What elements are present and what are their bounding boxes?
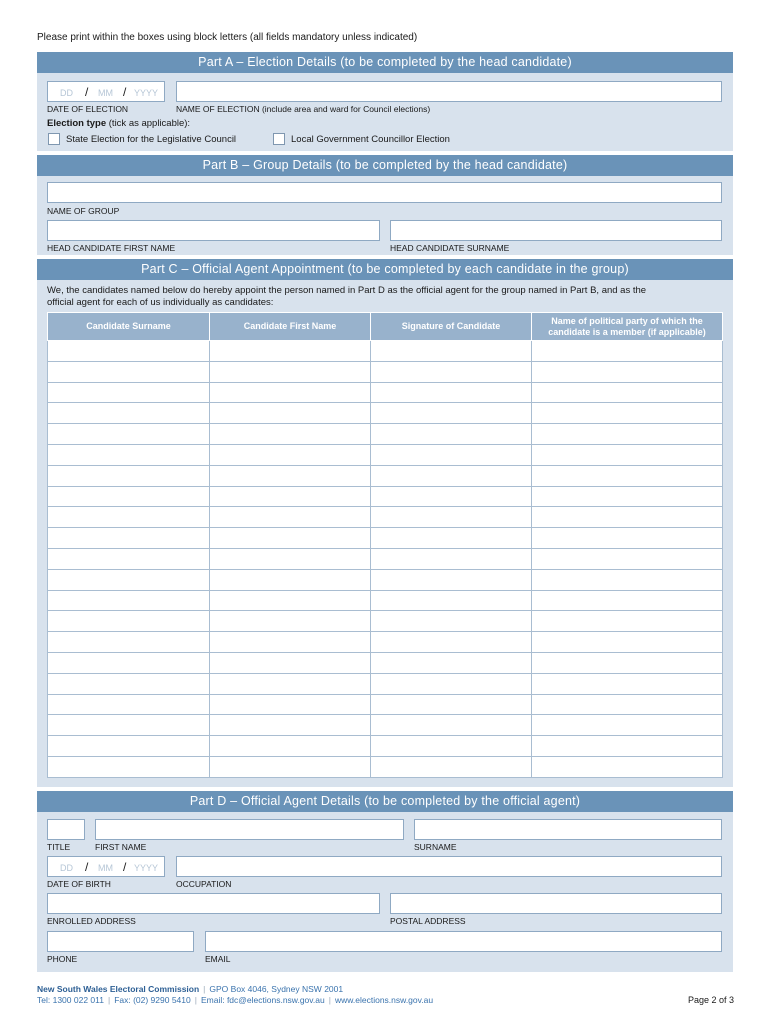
date-yyyy-placeholder: YYYY bbox=[134, 88, 159, 98]
table-cell-input[interactable] bbox=[371, 715, 532, 736]
table-cell-input[interactable] bbox=[371, 673, 532, 694]
group-name-label: NAME OF GROUP bbox=[47, 206, 120, 216]
table-cell-input[interactable] bbox=[371, 528, 532, 549]
date-separator: / bbox=[123, 860, 127, 874]
table-cell-input[interactable] bbox=[48, 486, 210, 507]
table-row bbox=[48, 382, 723, 403]
head-surname-label: HEAD CANDIDATE SURNAME bbox=[390, 243, 510, 253]
table-row bbox=[48, 507, 723, 528]
date-separator: / bbox=[85, 85, 89, 99]
state-election-label: State Election for the Legislative Council bbox=[66, 134, 237, 145]
table-cell-input[interactable] bbox=[210, 652, 371, 673]
table-cell-input[interactable] bbox=[48, 736, 210, 757]
agent-postal-address-field[interactable] bbox=[390, 893, 722, 914]
group-name-field[interactable] bbox=[47, 182, 722, 203]
election-type-label bbox=[47, 118, 190, 129]
agent-enrolled-address-field[interactable] bbox=[47, 893, 380, 914]
agent-occupation-field[interactable] bbox=[176, 856, 722, 877]
table-cell-input[interactable] bbox=[371, 590, 532, 611]
date-yyyy-placeholder: YYYY bbox=[134, 863, 159, 873]
agent-first-name-field[interactable] bbox=[95, 819, 404, 840]
table-cell-input[interactable] bbox=[210, 382, 371, 403]
table-cell-input[interactable] bbox=[210, 403, 371, 424]
table-cell-input[interactable] bbox=[371, 632, 532, 653]
part-c-header: Part C – Official Agent Appointment (to be completed by each candidate in the group) bbox=[37, 259, 733, 280]
table-cell-input[interactable] bbox=[532, 694, 723, 715]
table-cell-input[interactable] bbox=[210, 736, 371, 757]
date-dd-placeholder: DD bbox=[60, 863, 73, 873]
footer-org: New South Wales Electoral Commission bbox=[37, 984, 200, 994]
table-cell-input[interactable] bbox=[210, 444, 371, 465]
table-row bbox=[48, 756, 723, 777]
election-name-label: NAME OF ELECTION (include area and ward for Council elections) bbox=[176, 104, 431, 114]
table-cell-input[interactable] bbox=[371, 403, 532, 424]
head-first-name-field[interactable] bbox=[47, 220, 380, 241]
table-cell-input[interactable] bbox=[532, 465, 723, 486]
part-b-header: Part B – Group Details (to be completed by the head candidate) bbox=[37, 155, 733, 176]
table-row bbox=[48, 632, 723, 653]
table-row bbox=[48, 361, 723, 382]
table-cell-input[interactable] bbox=[371, 424, 532, 445]
table-cell-input[interactable] bbox=[210, 715, 371, 736]
table-cell-input[interactable] bbox=[48, 465, 210, 486]
agent-email-field[interactable] bbox=[205, 931, 722, 952]
table-cell-input[interactable] bbox=[48, 590, 210, 611]
agent-title-field[interactable] bbox=[47, 819, 85, 840]
table-cell-input[interactable] bbox=[48, 694, 210, 715]
col-candidate-first-name: Candidate First Name bbox=[210, 313, 371, 341]
table-cell-input[interactable] bbox=[210, 694, 371, 715]
agent-surname-field[interactable] bbox=[414, 819, 722, 840]
agent-phone-label: PHONE bbox=[47, 954, 78, 964]
table-cell-input[interactable] bbox=[532, 569, 723, 590]
table-cell-input[interactable] bbox=[48, 361, 210, 382]
table-cell-input[interactable] bbox=[532, 507, 723, 528]
date-separator: / bbox=[123, 85, 127, 99]
table-cell-input[interactable] bbox=[48, 673, 210, 694]
table-cell-input[interactable] bbox=[48, 341, 210, 362]
table-cell-input[interactable] bbox=[48, 569, 210, 590]
table-cell-input[interactable] bbox=[48, 382, 210, 403]
table-row bbox=[48, 424, 723, 445]
table-cell-input[interactable] bbox=[532, 548, 723, 569]
table-cell-input[interactable] bbox=[371, 611, 532, 632]
table-row bbox=[48, 528, 723, 549]
appointment-statement-line1: We, the candidates named below do hereby appoint the person named in Part D as the official agent for the group named in Part B, and as the bbox=[47, 285, 647, 296]
table-cell-input[interactable] bbox=[532, 652, 723, 673]
table-cell-input[interactable] bbox=[532, 424, 723, 445]
candidates-table bbox=[47, 312, 723, 778]
table-cell-input[interactable] bbox=[532, 403, 723, 424]
head-surname-field[interactable] bbox=[390, 220, 722, 241]
table-cell-input[interactable] bbox=[48, 715, 210, 736]
footer-line2: Tel: 1300 022 011 | Fax: (02) 9290 5410 | Email: fdc@elections.nsw.gov.au | www.elections.nsw.gov.au bbox=[37, 995, 434, 1005]
table-cell-input[interactable] bbox=[371, 444, 532, 465]
date-mm-placeholder: MM bbox=[98, 863, 113, 873]
table-cell-input[interactable] bbox=[48, 444, 210, 465]
table-cell-input[interactable] bbox=[532, 361, 723, 382]
election-name-field[interactable] bbox=[176, 81, 722, 102]
agent-email-label: EMAIL bbox=[205, 954, 231, 964]
table-cell-input[interactable] bbox=[210, 528, 371, 549]
table-row bbox=[48, 403, 723, 424]
head-first-name-label: HEAD CANDIDATE FIRST NAME bbox=[47, 243, 176, 253]
footer-fax: Fax: (02) 9290 5410 bbox=[114, 995, 191, 1005]
table-cell-input[interactable] bbox=[371, 486, 532, 507]
date-separator: / bbox=[85, 860, 89, 874]
table-cell-input[interactable] bbox=[532, 611, 723, 632]
table-cell-input[interactable] bbox=[532, 673, 723, 694]
table-cell-input[interactable] bbox=[210, 632, 371, 653]
col-political-party: Name of political party of which the candidate is a member (if applicable) bbox=[532, 313, 723, 341]
footer-email[interactable]: Email: fdc@elections.nsw.gov.au bbox=[200, 995, 325, 1005]
footer-line1: New South Wales Electoral Commission | GPO Box 4046, Sydney NSW 2001 bbox=[37, 984, 344, 994]
table-cell-input[interactable] bbox=[532, 341, 723, 362]
part-d-header: Part D – Official Agent Details (to be completed by the official agent) bbox=[37, 791, 733, 812]
table-row bbox=[48, 590, 723, 611]
table-cell-input[interactable] bbox=[371, 652, 532, 673]
table-row bbox=[48, 694, 723, 715]
table-cell-input[interactable] bbox=[371, 361, 532, 382]
col-signature: Signature of Candidate bbox=[371, 313, 532, 341]
page-number: Page 2 of 3 bbox=[687, 995, 734, 1005]
table-cell-input[interactable] bbox=[210, 611, 371, 632]
table-cell-input[interactable] bbox=[532, 736, 723, 757]
table-cell-input[interactable] bbox=[210, 361, 371, 382]
table-row bbox=[48, 715, 723, 736]
agent-occupation-label: OCCUPATION bbox=[176, 879, 232, 889]
appointment-statement-line2: official agent for each of us individually as candidates: bbox=[47, 297, 274, 308]
table-cell-input[interactable] bbox=[210, 507, 371, 528]
table-cell-input[interactable] bbox=[371, 341, 532, 362]
table-cell-input[interactable] bbox=[532, 486, 723, 507]
table-cell-input[interactable] bbox=[532, 444, 723, 465]
table-cell-input[interactable] bbox=[210, 673, 371, 694]
table-cell-input[interactable] bbox=[371, 694, 532, 715]
table-cell-input[interactable] bbox=[48, 528, 210, 549]
table-cell-input[interactable] bbox=[48, 632, 210, 653]
table-cell-input[interactable] bbox=[48, 548, 210, 569]
state-election-checkbox[interactable] bbox=[48, 133, 60, 145]
table-row bbox=[48, 611, 723, 632]
table-cell-input[interactable] bbox=[210, 756, 371, 777]
table-cell-input[interactable] bbox=[210, 486, 371, 507]
table-cell-input[interactable] bbox=[371, 569, 532, 590]
table-row bbox=[48, 341, 723, 362]
table-cell-input[interactable] bbox=[532, 632, 723, 653]
agent-title-label: TITLE bbox=[47, 842, 71, 852]
footer-tel: Tel: 1300 022 011 bbox=[37, 995, 104, 1005]
table-cell-input[interactable] bbox=[48, 507, 210, 528]
table-row bbox=[48, 548, 723, 569]
table-cell-input[interactable] bbox=[210, 424, 371, 445]
agent-postal-address-label: POSTAL ADDRESS bbox=[390, 916, 466, 926]
agent-first-name-label: FIRST NAME bbox=[95, 842, 147, 852]
agent-dob-field[interactable] bbox=[47, 856, 165, 877]
table-cell-input[interactable] bbox=[371, 548, 532, 569]
table-cell-input[interactable] bbox=[48, 652, 210, 673]
table-cell-input[interactable] bbox=[532, 382, 723, 403]
election-date-field[interactable] bbox=[47, 81, 165, 102]
table-row bbox=[48, 652, 723, 673]
table-row bbox=[48, 465, 723, 486]
table-cell-input[interactable] bbox=[532, 756, 723, 777]
table-cell-input[interactable] bbox=[210, 341, 371, 362]
agent-enrolled-address-label: ENROLLED ADDRESS bbox=[47, 916, 136, 926]
election-type-bold: Election type bbox=[47, 118, 107, 129]
table-cell-input[interactable] bbox=[532, 590, 723, 611]
table-cell-input[interactable] bbox=[532, 528, 723, 549]
date-dd-placeholder: DD bbox=[60, 88, 73, 98]
table-cell-input[interactable] bbox=[48, 424, 210, 445]
table-cell-input[interactable] bbox=[532, 715, 723, 736]
election-type-hint: (tick as applicable): bbox=[106, 118, 191, 129]
table-cell-input[interactable] bbox=[371, 756, 532, 777]
agent-dob-label: DATE OF BIRTH bbox=[47, 879, 111, 889]
date-mm-placeholder: MM bbox=[98, 88, 113, 98]
table-cell-input[interactable] bbox=[371, 736, 532, 757]
table-cell-input[interactable] bbox=[210, 548, 371, 569]
col-candidate-surname: Candidate Surname bbox=[48, 313, 210, 341]
table-cell-input[interactable] bbox=[48, 611, 210, 632]
table-cell-input[interactable] bbox=[48, 756, 210, 777]
table-cell-input[interactable] bbox=[371, 507, 532, 528]
agent-surname-label: SURNAME bbox=[414, 842, 457, 852]
footer-website[interactable]: www.elections.nsw.gov.au bbox=[334, 995, 434, 1005]
agent-phone-field[interactable] bbox=[47, 931, 194, 952]
part-a-header: Part A – Election Details (to be completed by the head candidate) bbox=[37, 52, 733, 73]
instructions: Please print within the boxes using block letters (all fields mandatory unless indicated) bbox=[37, 32, 418, 43]
candidates-table-header bbox=[48, 313, 723, 341]
table-cell-input[interactable] bbox=[48, 403, 210, 424]
table-cell-input[interactable] bbox=[371, 382, 532, 403]
table-cell-input[interactable] bbox=[210, 590, 371, 611]
local-election-checkbox[interactable] bbox=[273, 133, 285, 145]
table-cell-input[interactable] bbox=[210, 569, 371, 590]
table-row bbox=[48, 444, 723, 465]
table-row bbox=[48, 569, 723, 590]
table-cell-input[interactable] bbox=[210, 465, 371, 486]
local-election-label: Local Government Councillor Election bbox=[291, 134, 450, 145]
table-cell-input[interactable] bbox=[371, 465, 532, 486]
table-row bbox=[48, 673, 723, 694]
election-date-label: DATE OF ELECTION bbox=[47, 104, 129, 114]
footer-address: GPO Box 4046, Sydney NSW 2001 bbox=[209, 984, 344, 994]
table-row bbox=[48, 486, 723, 507]
table-row bbox=[48, 736, 723, 757]
